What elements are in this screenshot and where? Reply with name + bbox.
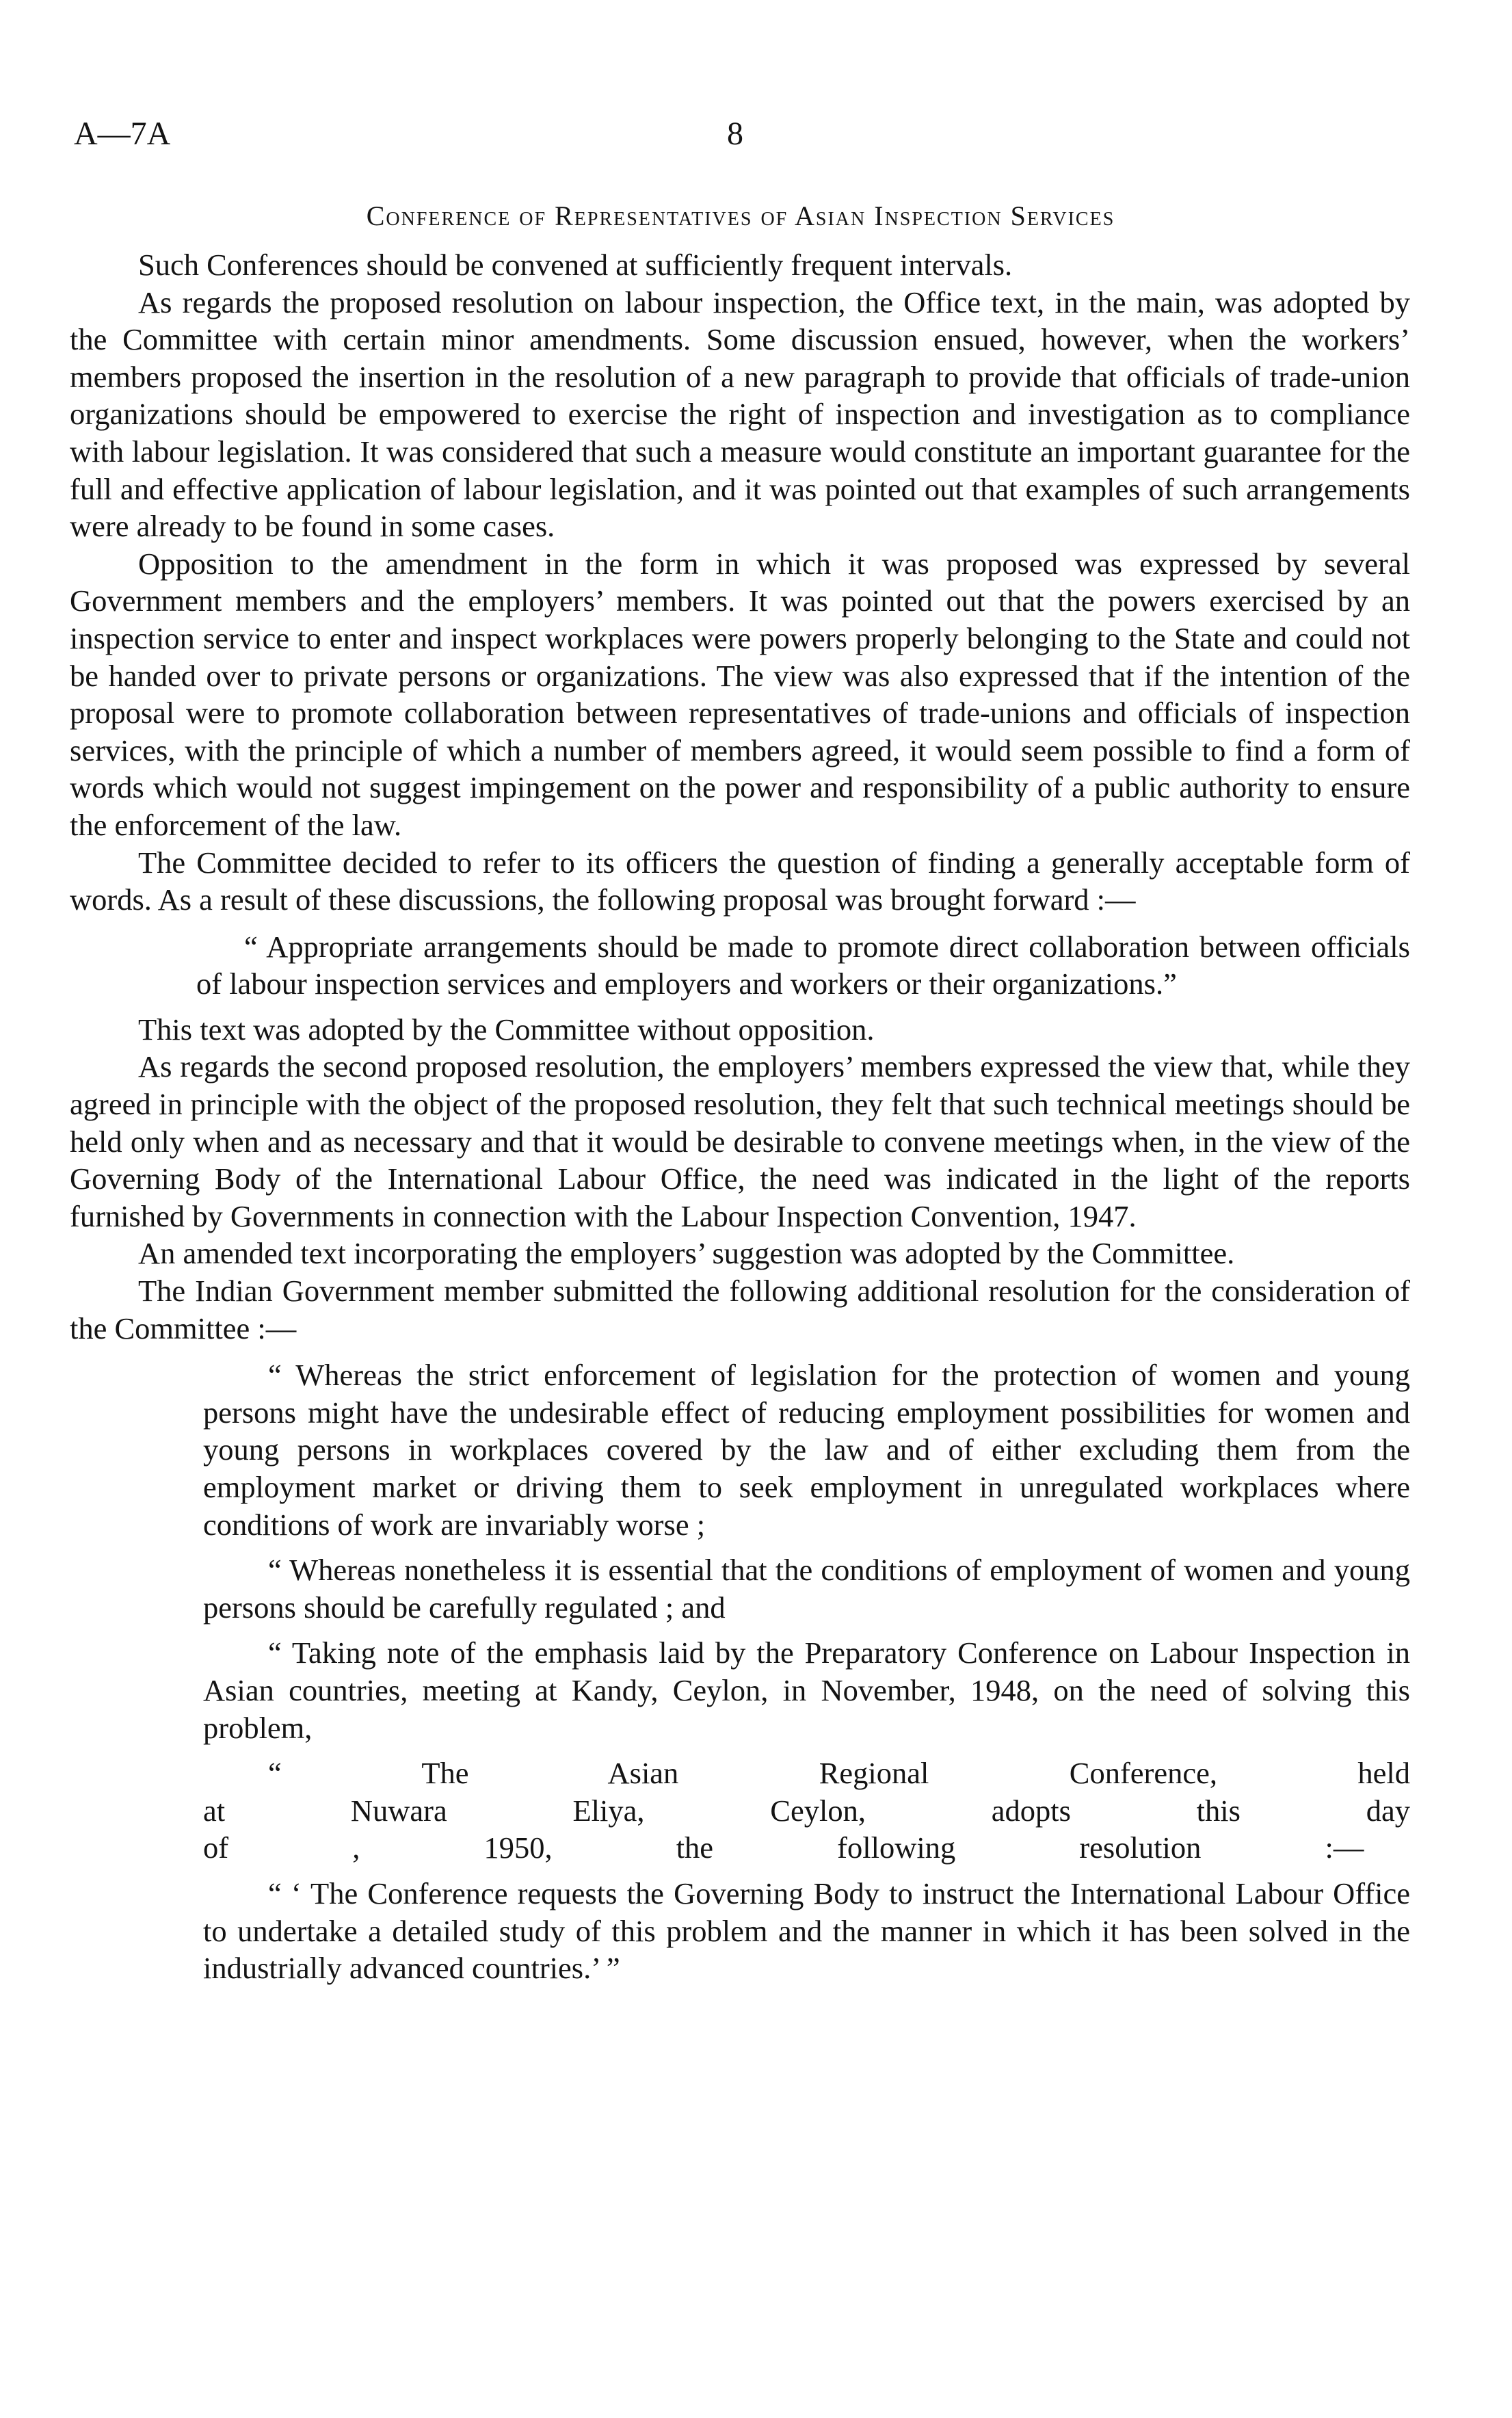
page-number: 8 [727, 116, 743, 152]
paragraph: The Indian Government member submitted the following additional resolution for the consideration of the Committee :— [70, 1274, 1410, 1345]
resolution-clause: “ The Asian Regional Conference, held at Nuwara Eliya, Ceylon, adopts this day of , 1950, the following resolution :— [203, 1756, 1410, 1865]
section-heading: Conference of Representatives of Asian Inspection Services [366, 200, 1115, 231]
paragraph: As regards the second proposed resolution, the employers’ members expressed the view that, while they agreed in principle with the object of the proposed resolution, they felt that such technical meetings should be held only when and as necessary and that it would be desirable to convene meetings when, in the view of the Governing Body of the International Labour Office, the need was indicated in the light of the reports furnished by Governments in connection with the Labour Inspection Convention, 1947. [70, 1049, 1410, 1233]
paragraph: Such Conferences should be convened at sufficiently frequent intervals. [138, 248, 1013, 282]
page-header [74, 115, 1407, 170]
document-reference: A—7A [74, 116, 171, 152]
resolution-clause: “ ‘ The Conference requests the Governing Body to instruct the International Labour Office to undertake a detailed study of this problem and the manner in which it has been solved in the industrially advanced countries.’ ” [203, 1876, 1410, 1986]
paragraph: This text was adopted by the Committee without opposition. [138, 1012, 875, 1047]
resolution-clause: “ Whereas the strict enforcement of legislation for the protection of women and young persons might have the undesirable effect of reducing employment possibilities for women and young persons in workplaces covered by the law and of either excluding them from the employment market or driving them to seek employment in unregulated workplaces where conditions of work are invariably worse ; [203, 1358, 1410, 1542]
paragraph: The Committee decided to refer to its officers the question of finding a generally acceptable form of words. As a result of these discussions, the following proposal was brought forward :— [70, 845, 1410, 917]
document-body [70, 246, 1410, 1995]
quoted-proposal: “ Appropriate arrangements should be made to promote direct collaboration between officials of labour inspection services and employers and workers or their organizations.” [196, 929, 1410, 1001]
resolution-clause: “ Whereas nonetheless it is essential that the conditions of employment of women and young persons should be carefully regulated ; and [203, 1553, 1410, 1625]
paragraph: Opposition to the amendment in the form in which it was proposed was expressed by several Government members and the employers’ members. It was pointed out that the powers exercised by an inspection service to enter and inspect workplaces were powers properly belonging to the State and could not be handed over to private persons or organizations. The view was also expressed that if the intention of the proposal were to promote collaboration between representatives of trade-unions and officials of inspection services, with the principle of which a number of members agreed, it would seem possible to find a form of words which would not suggest impingement on the power and responsibility of a public authority to ensure the enforcement of the law. [70, 546, 1410, 842]
paragraph: An amended text incorporating the employers’ suggestion was adopted by the Committee. [138, 1236, 1235, 1271]
paragraph: As regards the proposed resolution on labour inspection, the Office text, in the main, was adopted by the Committee with certain minor amendments. Some discussion ensued, however, when the workers’ members proposed the insertion in the resolution of a new paragraph to provide that officials of trade-union organizations should be empowered to exercise the right of inspection and investigation as to compliance with labour legislation. It was considered that such a measure would constitute an important guarantee for the full and effective application of labour legislation, and it was pointed out that examples of such arrangements were already to be found in some cases. [70, 285, 1410, 544]
resolution-clause: “ Taking note of the emphasis laid by the Preparatory Conference on Labour Inspection in Asian countries, meeting at Kandy, Ceylon, in November, 1948, on the need of solving this problem, [203, 1635, 1410, 1745]
